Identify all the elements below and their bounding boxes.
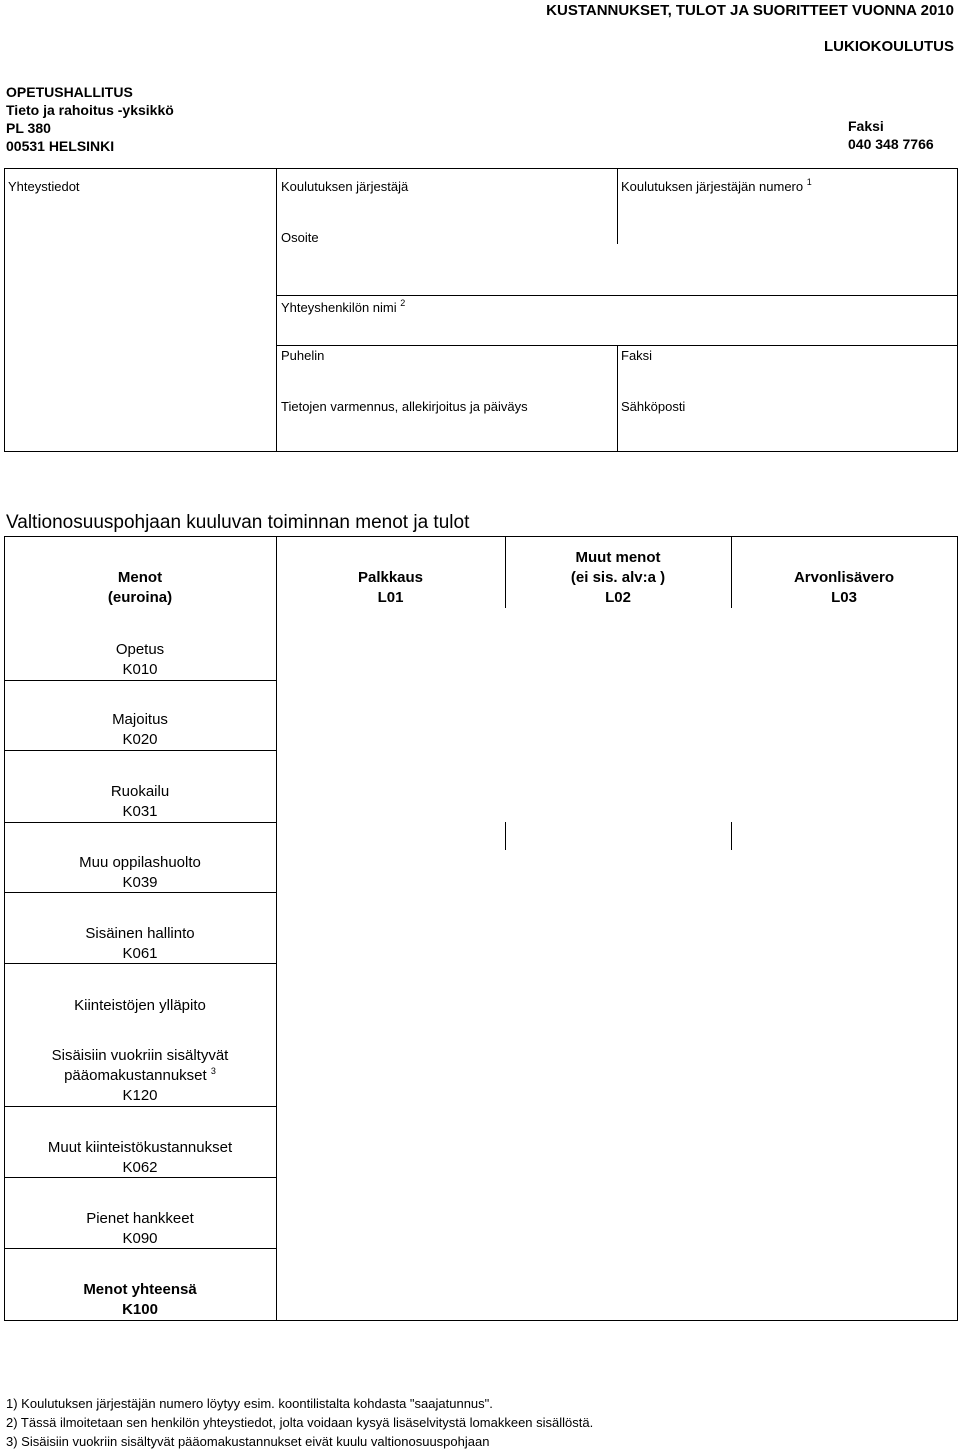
- col-header-vat-code: L03: [831, 589, 857, 606]
- row-label-code: K062: [122, 1159, 158, 1176]
- row-label-text-2: [64, 1066, 216, 1086]
- col-header-salary-label: Palkkaus: [357, 569, 424, 586]
- row-label-code: K120: [122, 1087, 158, 1104]
- col-header-other-label: Muut menot: [575, 549, 661, 566]
- header-fax-number: 040 348 7766: [848, 136, 934, 152]
- col-header-other-note: (ei sis. alv:a ): [570, 569, 666, 586]
- row-label-text-2-value: pääomakustannukset: [64, 1067, 207, 1084]
- contact-name-label: [281, 300, 405, 315]
- row-label-k061: [4, 924, 276, 964]
- row-label-k039: [4, 853, 276, 893]
- row-label-code: K020: [122, 731, 158, 748]
- header-fax-label: Faksi: [848, 118, 884, 134]
- row-label-text: Menot yhteensä: [83, 1281, 197, 1298]
- footnote-ref-2: 2: [400, 298, 406, 308]
- footnote-2: 2) Tässä ilmoitetaan sen henkilön yhteystiedot, jolta voidaan kysyä lisäselvitystä lomakkeen sisällöstä.: [6, 1415, 594, 1430]
- row-label-text: Sisäinen hallinto: [85, 925, 195, 942]
- footnote-ref-3: 3: [210, 1066, 216, 1076]
- col-header-expenses-label: Menot: [117, 569, 163, 586]
- provider-number-label: [621, 179, 812, 194]
- provider-label: Koulutuksen järjestäjä: [281, 179, 409, 194]
- col-header-expenses-unit: (euroina): [107, 589, 173, 606]
- row-label-code: K090: [122, 1230, 158, 1247]
- col-header-vat: [731, 566, 957, 610]
- row-label-text: Muu oppilashuolto: [79, 854, 201, 871]
- row-label-text: Pienet hankkeet: [86, 1210, 194, 1227]
- row-label-k020: [4, 710, 276, 750]
- row-label-code: K010: [122, 661, 158, 678]
- footnote-1: 1) Koulutuksen järjestäjän numero löytyy esim. koontilistalta kohdasta "saajatunnus".: [6, 1396, 493, 1411]
- row-label-text: Majoitus: [112, 711, 168, 728]
- col-header-vat-label: Arvonlisävero: [793, 569, 895, 586]
- row-label-text: Ruokailu: [110, 783, 170, 800]
- col-header-other-code: L02: [605, 589, 631, 606]
- section-title: Valtionosuuspohjaan kuuluvan toiminnan menot ja tulot: [6, 512, 470, 533]
- row-label-code: K100: [122, 1301, 158, 1318]
- contact-name-text: Yhteyshenkilön nimi: [281, 300, 397, 315]
- form-title: KUSTANNUKSET, TULOT JA SUORITTEET VUONNA 2010: [546, 2, 954, 19]
- provider-number-text: Koulutuksen järjestäjän numero: [621, 179, 804, 194]
- row-label-code: K039: [122, 874, 158, 891]
- row-label-text: Sisäisiin vuokriin sisältyvät: [51, 1047, 229, 1064]
- row-label-k100-total: [4, 1280, 276, 1320]
- row-label-text: Kiinteistöjen ylläpito: [74, 997, 206, 1014]
- row-label-k090: [4, 1209, 276, 1249]
- col-header-other-expenses: [505, 546, 731, 610]
- verification-label: Tietojen varmennus, allekirjoitus ja päiväys: [281, 399, 528, 414]
- org-address: [6, 83, 174, 155]
- footnote-ref-1: 1: [806, 177, 812, 187]
- org-unit: Tieto ja rahoitus -yksikkö: [6, 102, 174, 118]
- form-subtitle: LUKIOKOULUTUS: [824, 38, 954, 55]
- row-label-k010: [4, 640, 276, 680]
- row-label-code: K061: [122, 945, 158, 962]
- row-label-property-maintenance: [4, 996, 276, 1016]
- col-header-salary: [276, 566, 505, 610]
- row-label-text: Opetus: [115, 641, 165, 658]
- row-label-k031: [4, 782, 276, 822]
- col-header-salary-code: L01: [377, 589, 404, 606]
- org-po-box: PL 380: [6, 120, 51, 136]
- fax-label: Faksi: [621, 348, 653, 363]
- org-name: OPETUSHALLITUS: [6, 84, 133, 100]
- row-label-k120: [4, 1045, 276, 1107]
- org-city: 00531 HELSINKI: [6, 138, 115, 154]
- col-header-expenses: [4, 566, 276, 610]
- address-label: Osoite: [281, 230, 319, 245]
- email-label: Sähköposti: [621, 399, 686, 414]
- row-label-k062: [4, 1138, 276, 1178]
- row-label-code: K031: [122, 803, 158, 820]
- row-label-text: Muut kiinteistökustannukset: [47, 1139, 233, 1156]
- contact-section-label: Yhteystiedot: [8, 179, 80, 194]
- phone-label: Puhelin: [281, 348, 325, 363]
- footnote-3: 3) Sisäisiin vuokriin sisältyvät pääomakustannukset eivät kuulu valtionosuuspohjaan: [6, 1434, 490, 1449]
